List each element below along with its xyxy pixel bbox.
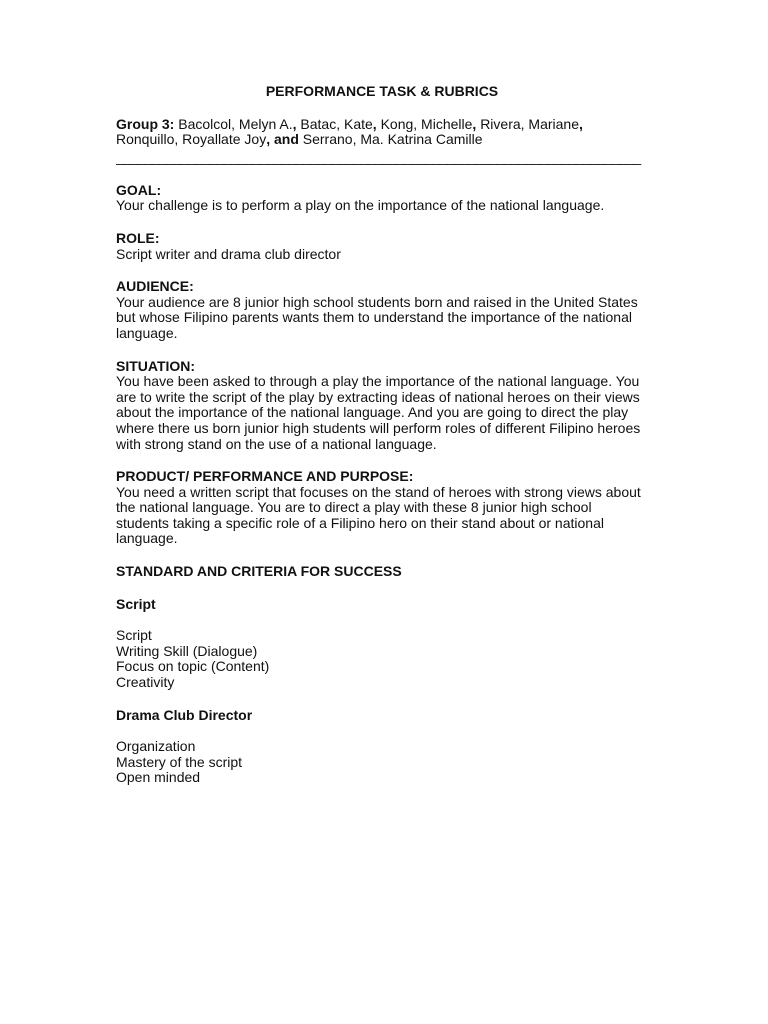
- situation-line: are to write the script of the play by extracting ideas of national heroes on their views: [116, 388, 640, 405]
- product-section: [116, 469, 656, 547]
- product-line: students taking a specific role of a Filipino hero on their stand about or national: [116, 514, 604, 531]
- group-members: [116, 117, 656, 166]
- situation-heading: SITUATION:: [116, 357, 196, 374]
- member-separator: ,: [579, 115, 583, 132]
- member-6: Serrano, Ma. Katrina Camille: [302, 131, 483, 148]
- list-item: Script: [116, 627, 152, 644]
- document-title: PERFORMANCE TASK & RUBRICS: [265, 83, 499, 99]
- situation-section: [116, 359, 656, 453]
- document-page: [116, 84, 656, 786]
- member-separator: , and: [266, 131, 299, 148]
- script-heading: Script: [116, 595, 156, 612]
- audience-line: but whose Filipino parents wants them to understand the importance of the national: [116, 309, 632, 326]
- audience-section: [116, 279, 656, 341]
- member-4: Rivera, Mariane: [480, 115, 580, 132]
- member-separator: ,: [472, 115, 477, 132]
- script-criteria-list: [116, 628, 656, 690]
- member-5: Ronquillo, Royallate Joy: [116, 131, 267, 148]
- director-heading: Drama Club Director: [116, 706, 253, 723]
- situation-line: You have been asked to through a play the importance of the national language. You: [116, 373, 640, 390]
- list-item: Writing Skill (Dialogue): [116, 642, 258, 659]
- list-item: Creativity: [116, 674, 175, 691]
- list-item: Organization: [116, 738, 196, 755]
- member-3: Kong, Michelle: [380, 115, 473, 132]
- director-criteria-list: [116, 739, 656, 786]
- goal-text: Your challenge is to perform a play on the importance of the national language.: [116, 197, 605, 214]
- role-section: [116, 231, 656, 262]
- member-2: Batac, Kate: [300, 115, 373, 132]
- member-1: Bacolcol, Melyn A.: [178, 115, 293, 132]
- group-line-2: [116, 132, 656, 148]
- list-item: Mastery of the script: [116, 753, 243, 770]
- goal-section: [116, 183, 656, 214]
- audience-line: Your audience are 8 junior high school students born and raised in the United States: [116, 293, 638, 310]
- product-line: language.: [116, 530, 178, 547]
- list-item: Open minded: [116, 769, 201, 786]
- member-separator: ,: [292, 115, 297, 132]
- list-item: Focus on topic (Content): [116, 658, 270, 675]
- audience-line: language.: [116, 324, 178, 341]
- product-line: You need a written script that focuses on the stand of heroes with strong views about: [116, 483, 641, 500]
- situation-line: where there us born junior high students will perform roles of different Filipino heroes: [116, 419, 641, 436]
- role-text: Script writer and drama club director: [116, 245, 341, 262]
- member-separator: ,: [372, 115, 377, 132]
- product-heading: PRODUCT/ PERFORMANCE AND PURPOSE:: [116, 468, 414, 485]
- situation-line: about the importance of the national language. And you are going to direct the play: [116, 404, 629, 421]
- goal-heading: GOAL:: [116, 181, 162, 198]
- standards-section: [116, 564, 656, 786]
- situation-line: with strong stand on the use of a national language.: [116, 435, 437, 452]
- standards-heading: STANDARD AND CRITERIA FOR SUCCESS: [116, 563, 402, 580]
- divider-rule: _________________________________________________________________________: [116, 149, 641, 165]
- group-line-1: [116, 117, 656, 133]
- role-heading: ROLE:: [116, 229, 160, 246]
- group-label: Group 3:: [116, 115, 175, 132]
- audience-heading: AUDIENCE:: [116, 278, 194, 295]
- product-line: the national language. You are to direct a play with these 8 junior high school: [116, 499, 592, 516]
